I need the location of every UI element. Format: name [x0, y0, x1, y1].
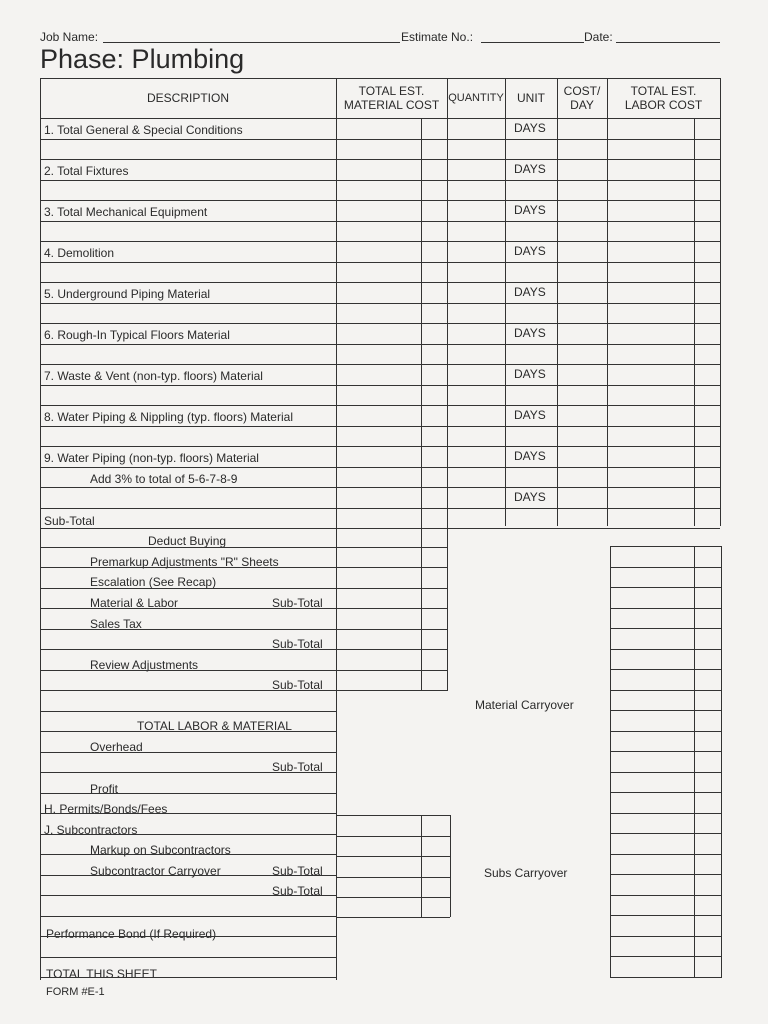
summary-row-line — [40, 588, 336, 589]
item-7-unit: DAYS — [514, 367, 546, 381]
profit-label: Profit — [90, 782, 119, 796]
escalation-label: Escalation (See Recap) — [90, 575, 217, 589]
material-labor-label: Material & Labor — [90, 596, 179, 610]
material-cents-divider — [421, 118, 422, 691]
summary-row-line — [40, 957, 336, 958]
summary-cost-line — [336, 567, 447, 568]
summary-cost-line — [336, 690, 447, 691]
job-name-label: Job Name: — [40, 30, 99, 44]
col-labor-cost-line2: LABOR COST — [624, 98, 703, 112]
left-border — [40, 78, 41, 980]
summary-row-line — [40, 567, 336, 568]
summary-row-line — [40, 731, 336, 732]
item-row-line — [40, 139, 720, 140]
subs-cost-line — [336, 856, 450, 857]
item-4-unit: DAYS — [514, 244, 546, 258]
item-2-unit: DAYS — [514, 162, 546, 176]
subtotal-7-label: Sub-Total — [272, 884, 323, 898]
carryover-row-line — [610, 567, 721, 568]
col-material-cost-line1: TOTAL EST. — [358, 84, 425, 98]
subs-cost-top — [336, 815, 450, 816]
total-sheet-label: TOTAL THIS SHEET — [46, 967, 157, 981]
estimate-no-label: Estimate No.: — [401, 30, 474, 44]
item-row-line — [40, 180, 720, 181]
item-9-unit: DAYS — [514, 449, 546, 463]
subtotal-4-label: Sub-Total — [272, 678, 323, 692]
item-row-line — [40, 344, 720, 345]
subcontractors-label: J. Subcontractors — [44, 823, 138, 837]
deduct-buying-label: Deduct Buying — [148, 534, 227, 548]
subtotal-5-label: Sub-Total — [272, 760, 323, 774]
carryover-row-line — [610, 628, 721, 629]
material-carryover-label: Material Carryover — [475, 698, 574, 712]
col-labor-cost — [607, 80, 720, 116]
summary-row-line — [40, 608, 336, 609]
carryover-row-line — [610, 792, 721, 793]
subtotal-6-label: Sub-Total — [272, 864, 323, 878]
item-5-label: 5. Underground Piping Material — [44, 287, 211, 301]
carryover-row-line — [610, 608, 721, 609]
cost-day-divider — [607, 78, 608, 526]
item-row-line — [40, 221, 720, 222]
col-cost-day — [557, 80, 607, 116]
labor-cents-divider — [694, 118, 695, 526]
carryover-row-line — [610, 731, 721, 732]
summary-row-line — [40, 813, 336, 814]
summary-row-line — [40, 547, 336, 548]
right-border — [720, 78, 721, 526]
date-label: Date: — [584, 30, 613, 44]
item-1-label: 1. Total General & Special Conditions — [44, 123, 243, 137]
summary-cost-line — [336, 670, 447, 671]
item-row-line — [40, 323, 720, 324]
add3-label: Add 3% to total of 5-6-7-8-9 — [90, 472, 238, 486]
subtotal-2-label: Sub-Total — [272, 596, 323, 610]
item-row-line — [40, 467, 720, 468]
item-row-line — [40, 364, 720, 365]
summary-row-line — [40, 752, 336, 753]
item-row-line — [40, 426, 720, 427]
item-row-line — [40, 508, 720, 509]
item-1-unit: DAYS — [514, 121, 546, 135]
carryover-row-line — [610, 915, 721, 916]
carryover-row-line — [610, 874, 721, 875]
summary-row-line — [40, 936, 336, 937]
summary-cost-line — [336, 629, 447, 630]
summary-row-line — [40, 690, 336, 691]
subs-cost-line — [336, 897, 450, 898]
page-title: Phase: Plumbing — [40, 44, 245, 74]
item-row-line — [40, 303, 720, 304]
summary-row-line — [40, 649, 336, 650]
summary-row-line — [40, 916, 336, 917]
item-row-line — [40, 446, 720, 447]
carryover-row-line — [610, 977, 721, 978]
subs-carryover-label: Subs Carryover — [484, 866, 568, 880]
summary-row-line — [40, 875, 336, 876]
item-row-line — [40, 385, 720, 386]
item-3-label: 3. Total Mechanical Equipment — [44, 205, 208, 219]
summary-cost-line — [336, 588, 447, 589]
carryover-row-line — [610, 936, 721, 937]
carryover-row-line — [610, 854, 721, 855]
total-labor-material-label: TOTAL LABOR & MATERIAL — [137, 719, 292, 733]
overhead-label: Overhead — [90, 740, 143, 754]
summary-row-line — [40, 670, 336, 671]
col-cost-day-line2: DAY — [570, 98, 594, 112]
subs-cost-bottom — [336, 917, 450, 918]
item-row-line — [40, 528, 720, 529]
summary-row-line — [40, 834, 336, 835]
col-labor-cost-line1: TOTAL EST. — [630, 84, 697, 98]
carryover-right-border — [721, 546, 722, 978]
carryover-row-line — [610, 690, 721, 691]
subs-cost-line — [336, 877, 450, 878]
summary-cost-line — [336, 649, 447, 650]
header-bottom-border — [40, 118, 720, 119]
item-6-label: 6. Rough-In Typical Floors Material — [44, 328, 230, 342]
subtotal-3-label: Sub-Total — [272, 637, 323, 651]
sub-carryover-label: Subcontractor Carryover — [90, 864, 221, 878]
col-material-cost — [336, 80, 447, 116]
carryover-top — [610, 546, 721, 547]
date-field[interactable] — [616, 42, 720, 43]
table-top-border — [40, 78, 720, 79]
subs-cost-line — [336, 836, 450, 837]
item-row-line — [40, 262, 720, 263]
carryover-row-line — [610, 587, 721, 588]
summary-cost-line — [336, 547, 447, 548]
item-row-line — [40, 282, 720, 283]
col-unit: UNIT — [517, 91, 545, 105]
item-row-line — [40, 159, 720, 160]
summary-cost-line — [336, 608, 447, 609]
item-8-unit: DAYS — [514, 408, 546, 422]
carryover-row-line — [610, 956, 721, 957]
col-cost-day-line1: COST/ — [563, 84, 601, 98]
review-adjustments-label: Review Adjustments — [90, 658, 199, 672]
description-divider — [336, 78, 337, 980]
sales-tax-label: Sales Tax — [90, 617, 142, 631]
quantity-divider — [505, 78, 506, 526]
col-description: DESCRIPTION — [146, 91, 229, 105]
item-2-label: 2. Total Fixtures — [44, 164, 129, 178]
summary-row-line — [40, 793, 336, 794]
permits-label: H. Permits/Bonds/Fees — [44, 802, 168, 816]
carryover-cents-divider — [694, 546, 695, 978]
carryover-row-line — [610, 895, 721, 896]
subs-right-border — [450, 815, 451, 917]
carryover-row-line — [610, 669, 721, 670]
material-right-border — [447, 78, 448, 691]
item-9-label: 9. Water Piping (non-typ. floors) Material — [44, 451, 259, 465]
carryover-row-line — [610, 772, 721, 773]
summary-row-line — [40, 772, 336, 773]
markup-subs-label: Markup on Subcontractors — [90, 843, 231, 857]
estimate-no-field[interactable] — [481, 42, 584, 43]
subs-cents-divider — [421, 815, 422, 917]
carryover-row-line — [610, 833, 721, 834]
summary-row-line — [40, 711, 336, 712]
item-row-line — [40, 405, 720, 406]
carryover-row-line — [610, 751, 721, 752]
col-quantity: QUANTITY — [448, 92, 504, 104]
item-row-line — [40, 200, 720, 201]
item-7-label: 7. Waste & Vent (non-typ. floors) Material — [44, 369, 263, 383]
item-5-unit: DAYS — [514, 285, 546, 299]
summary-row-line — [40, 854, 336, 855]
carryover-row-line — [610, 649, 721, 650]
premarkup-label: Premarkup Adjustments "R" Sheets — [90, 555, 279, 569]
item-row-line — [40, 487, 720, 488]
summary-row-line — [40, 895, 336, 896]
item-8-label: 8. Water Piping & Nippling (typ. floors) Material — [44, 410, 293, 424]
job-name-field[interactable] — [103, 42, 400, 43]
carryover-left-border — [610, 546, 611, 978]
performance-bond-label: Performance Bond (If Required) — [46, 927, 217, 941]
summary-row-line — [40, 629, 336, 630]
item-row-line — [40, 241, 720, 242]
carryover-row-line — [610, 710, 721, 711]
summary-row-line — [40, 977, 336, 978]
subtotal-1-label: Sub-Total — [44, 514, 95, 528]
form-number: FORM #E-1 — [46, 986, 105, 998]
unit-divider — [557, 78, 558, 526]
col-material-cost-line2: MATERIAL COST — [343, 98, 440, 112]
item-3-unit: DAYS — [514, 203, 546, 217]
item-6-unit: DAYS — [514, 326, 546, 340]
carryover-row-line — [610, 813, 721, 814]
add3-unit: DAYS — [514, 490, 546, 504]
item-4-label: 4. Demolition — [44, 246, 115, 260]
